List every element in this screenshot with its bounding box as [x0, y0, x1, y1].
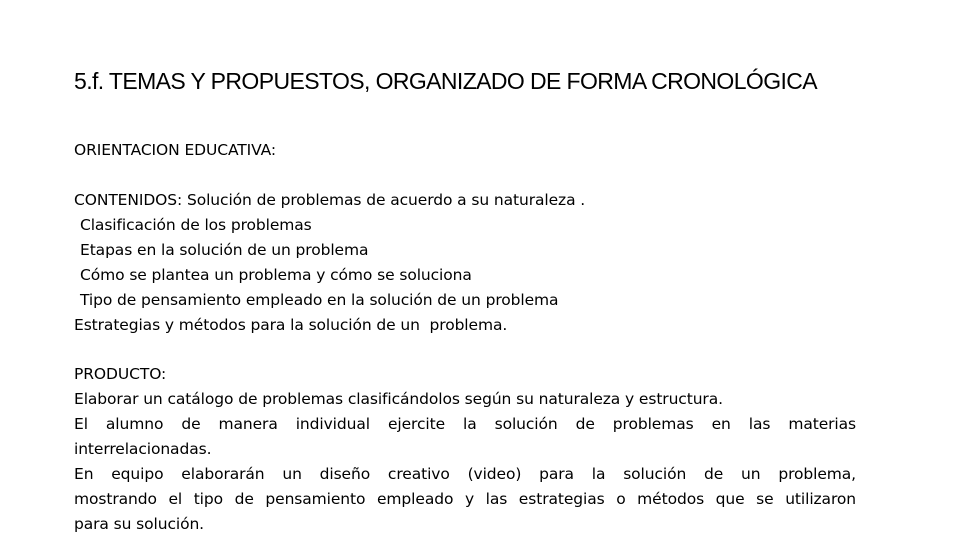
- producto-line-2b: interrelacionadas.: [74, 440, 212, 458]
- contenidos-item: Tipo de pensamiento empleado en la solución de un problema: [80, 291, 559, 309]
- slide-title: 5.f. TEMAS Y PROPUESTOS, ORGANIZADO DE FORMA CRONOLÓGICA: [74, 68, 818, 94]
- contenidos-item: Etapas en la solución de un problema: [80, 241, 369, 259]
- producto-line-3b: mostrando el tipo de pensamiento empleado y las estrategias o métodos que se utilizaron: [74, 490, 856, 508]
- orientacion-heading: [74, 138, 856, 163]
- producto-line-2a: El alumno de manera individual ejercite la solución de problemas en las materias: [74, 415, 856, 433]
- producto-line-3a: En equipo elaborarán un diseño creativo (video) para la solución de un problema,: [74, 465, 856, 483]
- contenidos-last-line: Estrategias y métodos para la solución de un problema.: [74, 316, 508, 334]
- producto-line-3c: para su solución.: [74, 515, 205, 533]
- producto-line-1: Elaborar un catálogo de problemas clasificándolos según su naturaleza y estructura.: [74, 390, 723, 408]
- orientacion-label: ORIENTACION EDUCATIVA:: [74, 141, 276, 159]
- producto-heading: PRODUCTO:: [74, 365, 167, 383]
- producto-section: [74, 362, 856, 537]
- contenidos-section: [74, 188, 856, 338]
- contenidos-item: Clasificación de los problemas: [80, 216, 312, 234]
- contenidos-heading: CONTENIDOS: Solución de problemas de acuerdo a su naturaleza .: [74, 191, 586, 209]
- contenidos-item: Cómo se plantea un problema y cómo se soluciona: [80, 266, 472, 284]
